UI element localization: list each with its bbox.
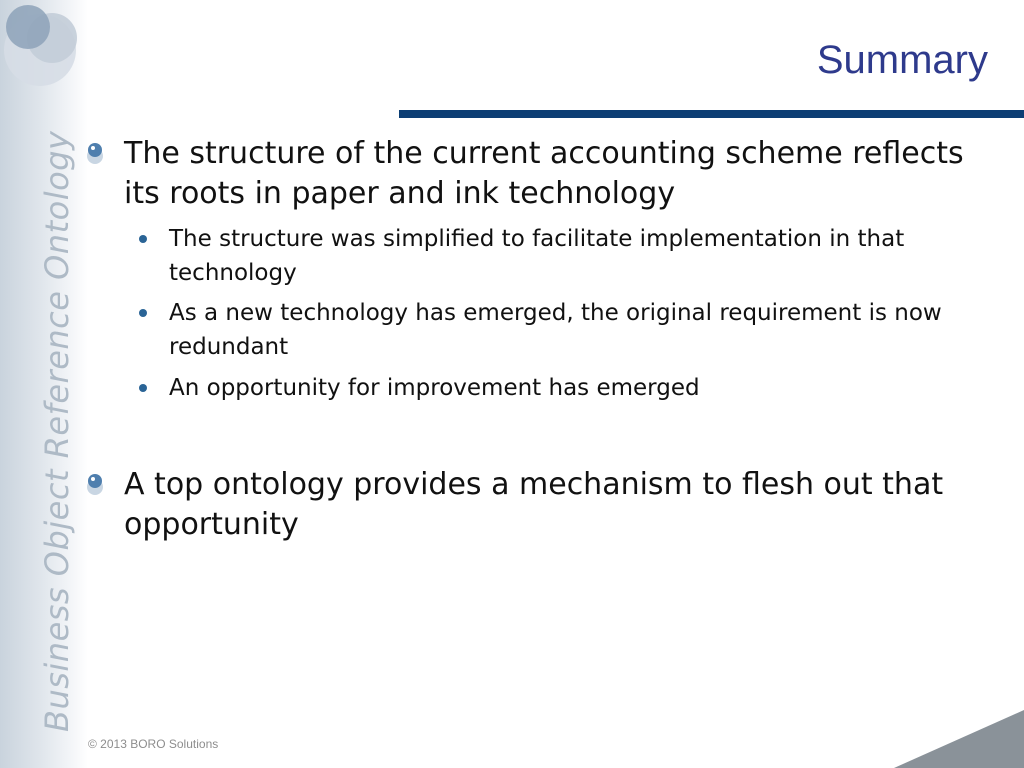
copyright-footer: © 2013 BORO Solutions <box>88 737 219 751</box>
bullet-item <box>124 465 994 545</box>
bullet-item <box>124 134 994 214</box>
corner-triangle-decoration <box>894 710 1024 768</box>
bullet-marker-icon <box>84 468 106 502</box>
sub-bullet-item <box>169 296 999 364</box>
sub-bullet-text: The structure was simplified to facilitate implementation in that technology <box>169 226 905 286</box>
boro-logo-icon <box>0 0 90 110</box>
sub-bullet-dot-icon <box>139 309 147 317</box>
sub-bullet-item <box>169 371 999 405</box>
sub-bullet-text: An opportunity for improvement has emerged <box>169 375 700 401</box>
sub-bullet-item <box>169 222 999 290</box>
sub-bullet-text: As a new technology has emerged, the original requirement is now redundant <box>169 300 942 360</box>
sidebar-vertical-text: Business Object Reference Ontology <box>38 130 76 732</box>
bullet-marker-icon <box>84 137 106 171</box>
slide-title: Summary <box>816 38 988 82</box>
bullet-text: The structure of the current accounting scheme reflects its roots in paper and ink technology <box>124 136 964 211</box>
sub-bullet-dot-icon <box>139 235 147 243</box>
sidebar-band <box>0 0 88 768</box>
bullet-text: A top ontology provides a mechanism to flesh out that opportunity <box>124 467 944 542</box>
sub-bullet-dot-icon <box>139 384 147 392</box>
title-underline-bar <box>399 110 1024 118</box>
